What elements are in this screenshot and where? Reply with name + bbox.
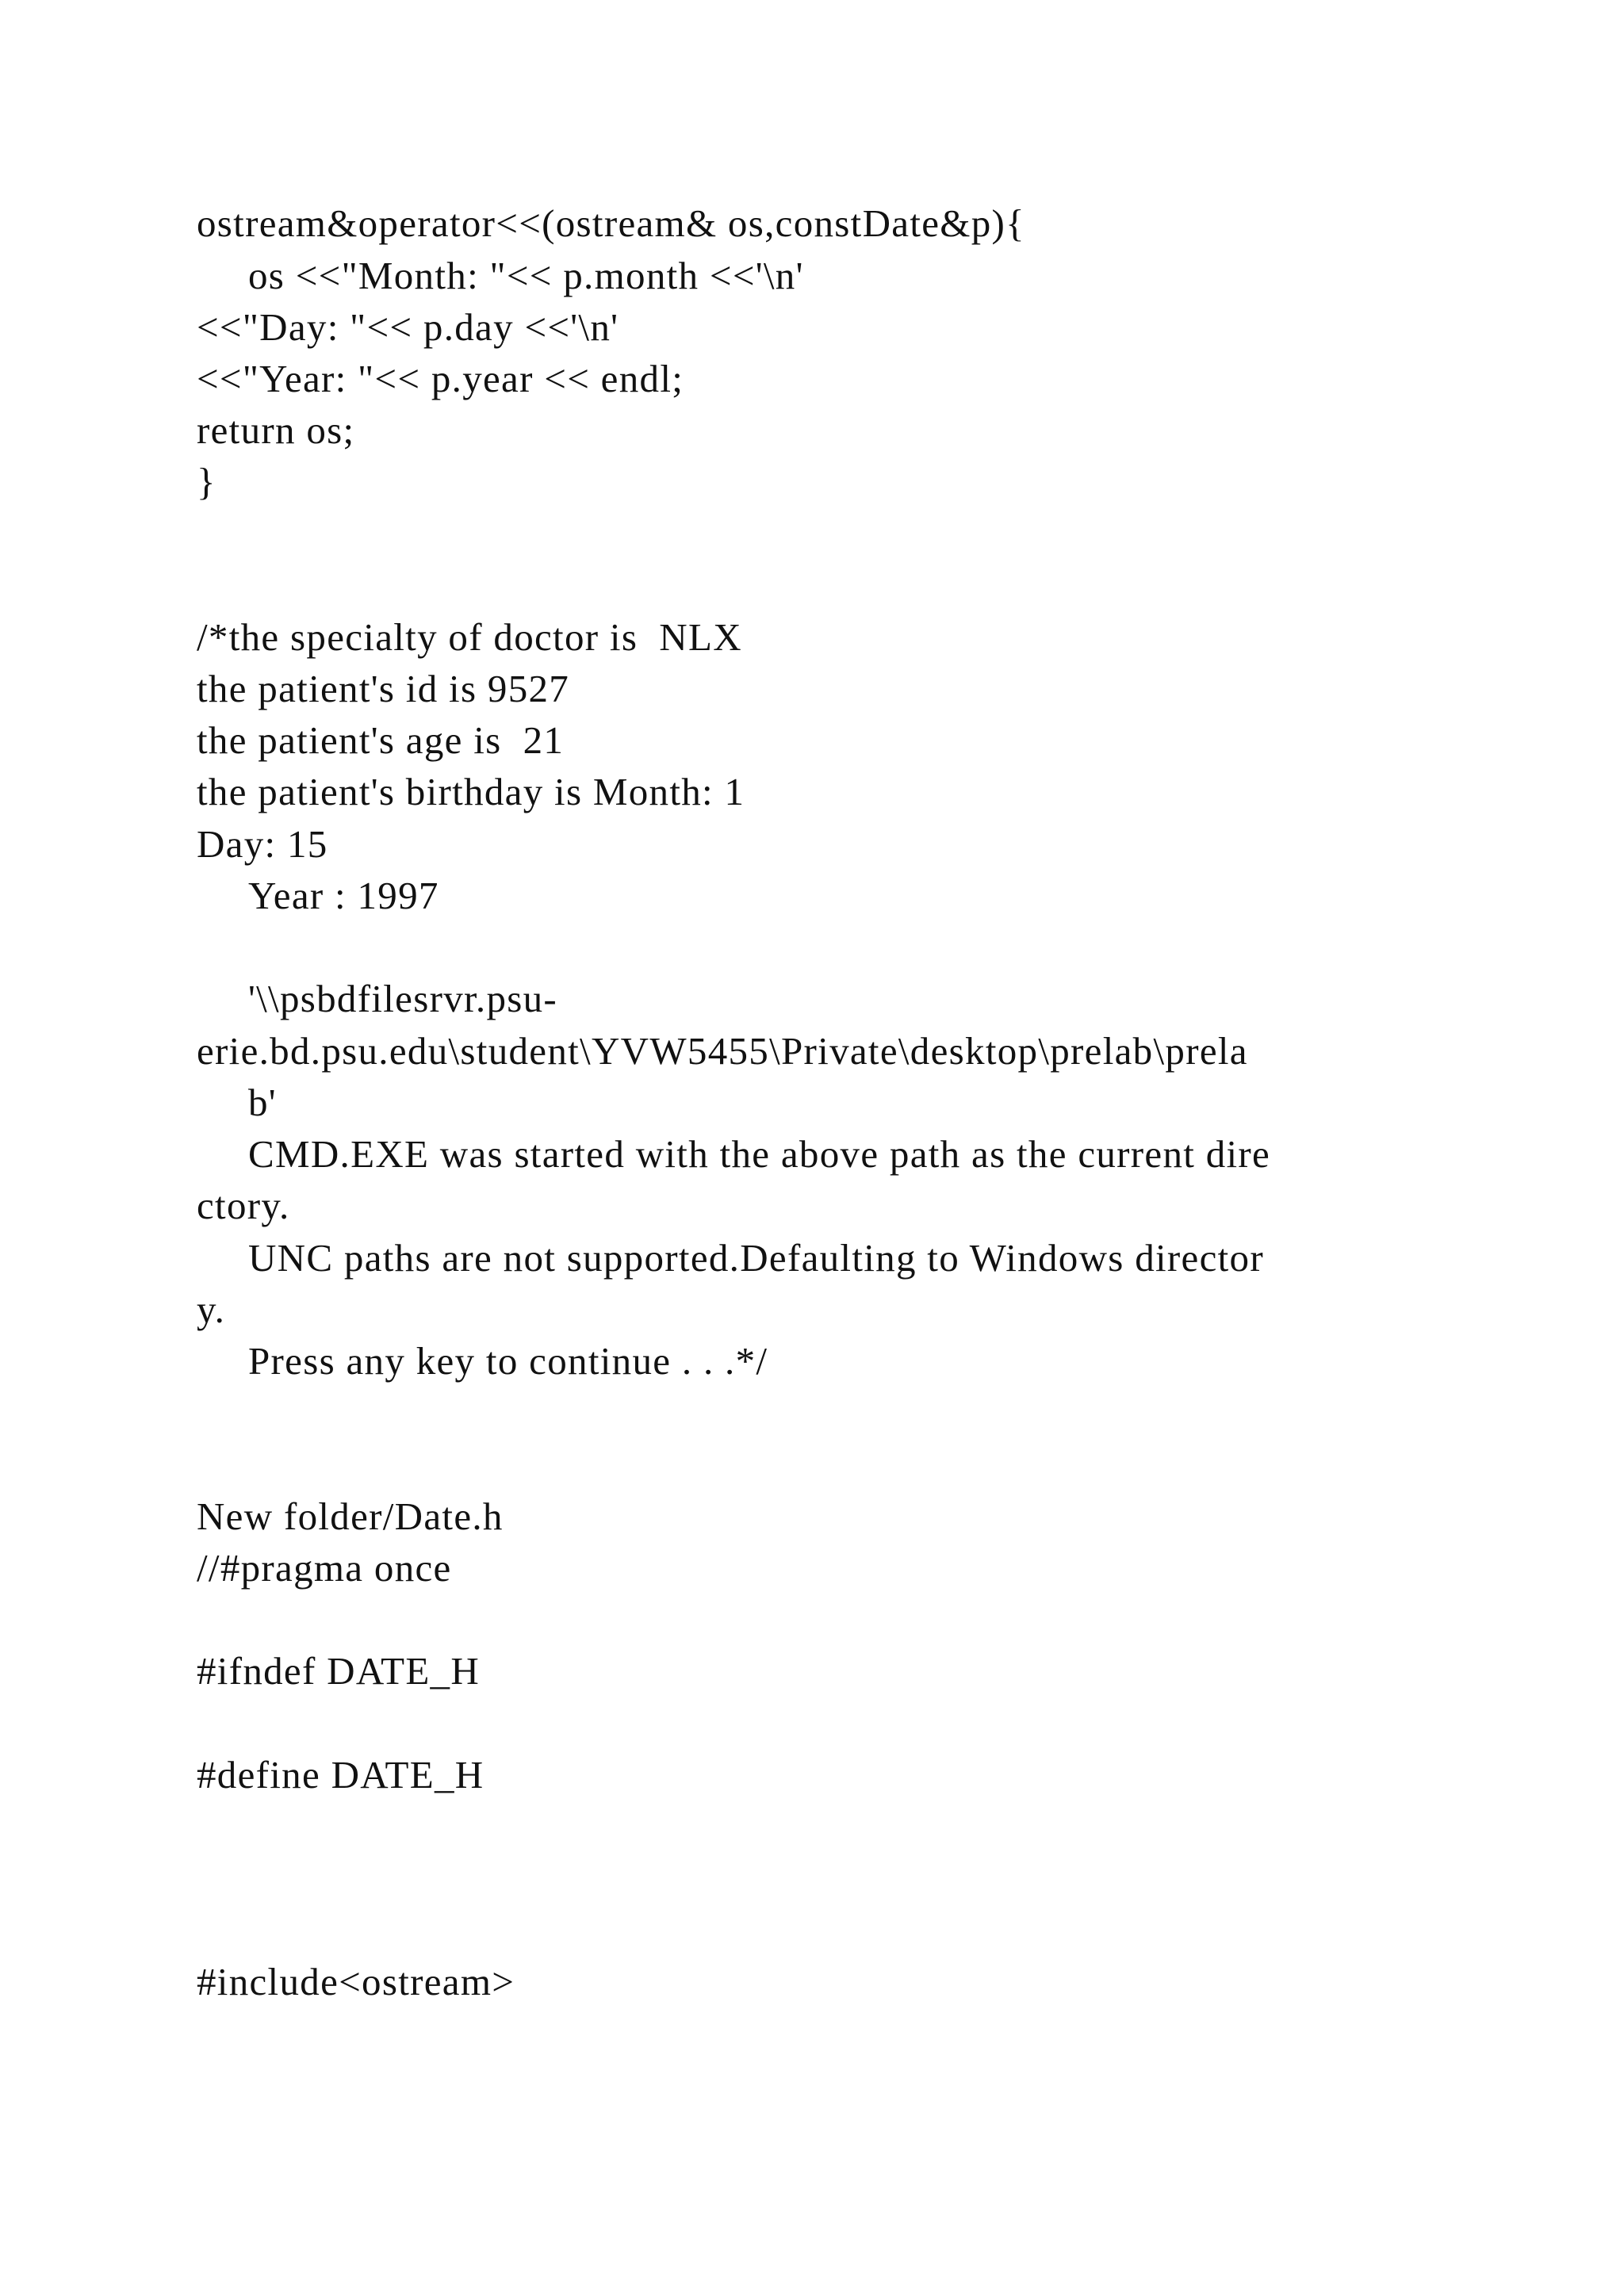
output-comment-line: erie.bd.psu.edu\student\YVW5455\Private\desktop\prelab\prela [197, 1029, 1248, 1073]
output-comment-line: y. [197, 1288, 226, 1331]
output-comment-line: the patient's birthday is Month: 1 [197, 770, 745, 813]
code-line: #define DATE_H [197, 1753, 485, 1797]
output-comment-line: /*the specialty of doctor is NLX [197, 615, 742, 659]
output-comment-line: Day: 15 [197, 822, 328, 866]
code-line: //#pragma once [197, 1546, 452, 1590]
output-comment-line: the patient's id is 9527 [197, 667, 570, 710]
code-line: #include<ostream> [197, 1960, 515, 2003]
output-comment-line: Year : 1997 [248, 874, 439, 917]
output-comment-line: ctory. [197, 1184, 290, 1227]
code-line: } [197, 460, 216, 503]
output-comment-line: UNC paths are not supported.Defaulting to Windows director [248, 1236, 1264, 1280]
code-line: <<"Year: "<< p.year << endl; [197, 357, 684, 400]
output-comment-line: b' [248, 1081, 277, 1124]
code-line: os <<"Month: "<< p.month <<'\n' [248, 254, 804, 297]
code-line: #ifndef DATE_H [197, 1649, 481, 1693]
output-comment-line: CMD.EXE was started with the above path as the current dire [248, 1132, 1271, 1176]
output-comment-line: the patient's age is 21 [197, 718, 565, 762]
code-line: ostream&operator<<(ostream& os,constDate&p){ [197, 201, 1025, 245]
code-line: return os; [197, 408, 355, 452]
file-heading: New folder/Date.h [197, 1494, 504, 1538]
output-comment-line: Press any key to continue . . .*/ [248, 1339, 768, 1383]
code-line: <<"Day: "<< p.day <<'\n' [197, 305, 619, 349]
output-comment-line: '\\psbdfilesrvr.psu- [248, 977, 558, 1020]
